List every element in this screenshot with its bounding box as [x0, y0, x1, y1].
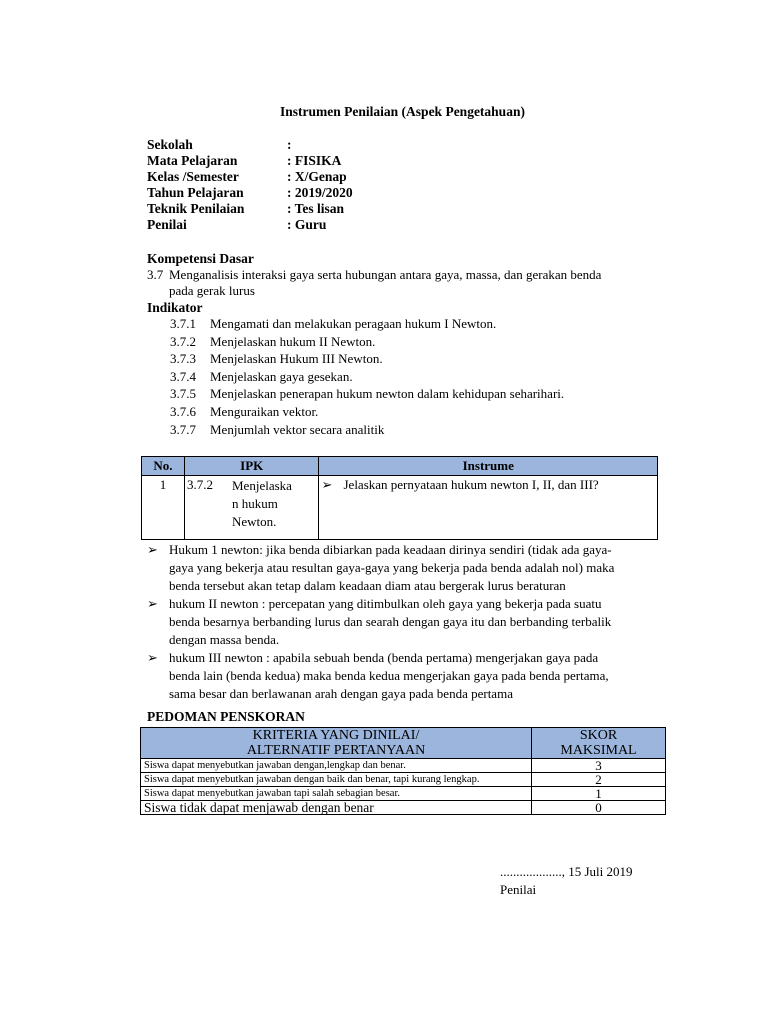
signature-role: Penilai — [500, 882, 537, 897]
ipk-text-line: Newton. — [232, 514, 277, 529]
info-label: Kelas /Semester — [147, 169, 239, 184]
indikator-heading: Indikator — [147, 300, 203, 315]
indikator-num: 3.7.1 — [170, 316, 196, 331]
row-no: 1 — [142, 476, 185, 540]
criteria-cell: Siswa dapat menyebutkan jawaban dengan baik dan benar, tapi kurang lengkap. — [141, 773, 532, 787]
indikator-item — [170, 316, 496, 332]
score-cell: 2 — [532, 773, 666, 787]
indikator-text: Menjelaskan hukum II Newton. — [210, 334, 376, 349]
kompetensi-heading: Kompetensi Dasar — [147, 251, 254, 266]
answer-line: dengan massa benda. — [169, 632, 280, 647]
info-row-sekolah — [147, 137, 292, 153]
header-ipk: IPK — [185, 457, 319, 476]
info-row-tahun — [147, 185, 353, 201]
answer-line: gaya yang bekerja atau resultan gaya-gaya yang bekerja pada benda adalah nol) maka — [169, 560, 615, 575]
indikator-num: 3.7.4 — [170, 369, 196, 384]
score-cell: 3 — [532, 759, 666, 773]
header-criteria-line2: ALTERNATIF PERTANYAAN — [246, 743, 426, 758]
indikator-text: Menjumlah vektor secara analitik — [210, 422, 385, 437]
arrow-bullet-icon: ➢ — [321, 477, 333, 492]
instrument-table — [141, 456, 658, 540]
answer-line: hukum II newton : percepatan yang ditimbulkan oleh gaya yang bekerja pada suatu — [169, 596, 602, 611]
header-criteria — [141, 728, 532, 759]
info-value: : — [287, 137, 292, 152]
criteria-cell: Siswa tidak dapat menjawab dengan benar — [141, 801, 532, 815]
indikator-item — [170, 422, 384, 438]
info-label: Teknik Penilaian — [147, 201, 245, 216]
row-ipk-code: 3.7.2 — [185, 476, 230, 540]
indikator-item — [170, 351, 383, 367]
kompetensi-text — [147, 267, 667, 298]
answer-line: benda tersebut akan tetap dalam keadaan diam atau bergerak lurus beraturan — [169, 578, 566, 593]
indikator-num: 3.7.7 — [170, 422, 196, 437]
pedoman-heading: PEDOMAN PENSKORAN — [147, 709, 305, 724]
info-row-penilai — [147, 217, 326, 233]
info-value: : 2019/2020 — [287, 185, 353, 200]
scoring-table — [140, 727, 666, 815]
indikator-num: 3.7.5 — [170, 386, 196, 401]
list-item — [147, 541, 662, 595]
kompetensi-line1: Menganalisis interaksi gaya serta hubungan antara gaya, massa, dan gerakan benda — [169, 267, 602, 282]
score-cell: 0 — [532, 801, 666, 815]
info-label: Tahun Pelajaran — [147, 185, 244, 200]
table-row — [141, 801, 666, 815]
header-no: No. — [142, 457, 185, 476]
answer-line: hukum III newton : apabila sebuah benda (benda pertama) mengerjakan gaya pada — [169, 650, 599, 665]
answer-line: benda lain (benda kedua) maka benda kedua mengerjakan gaya pada benda pertama, — [169, 668, 609, 683]
kompetensi-line2: pada gerak lurus — [169, 282, 255, 298]
info-row-kelas — [147, 169, 347, 185]
criteria-cell: Siswa dapat menyebutkan jawaban dengan,lengkap dan benar. — [141, 759, 532, 773]
indikator-item — [170, 369, 353, 385]
criteria-cell: Siswa dapat menyebutkan jawaban tapi salah sebagian besar. — [141, 787, 532, 801]
info-value: : X/Genap — [287, 169, 347, 184]
table-row — [141, 759, 666, 773]
ipk-text-line: Menjelaska — [232, 478, 292, 493]
indikator-num: 3.7.6 — [170, 404, 196, 419]
indikator-text: Menjelaskan Hukum III Newton. — [210, 351, 383, 366]
list-item — [147, 595, 662, 649]
answer-line: Hukum 1 newton: jika benda dibiarkan pada keadaan dirinya sendiri (tidak ada gaya- — [169, 542, 612, 557]
header-score — [532, 728, 666, 759]
table-row — [142, 476, 658, 540]
indikator-text: Menguraikan vektor. — [210, 404, 319, 419]
ipk-text-line: n hukum — [232, 496, 278, 511]
score-cell: 1 — [532, 787, 666, 801]
document-title: Instrumen Penilaian (Aspek Pengetahuan) — [280, 104, 525, 119]
info-row-teknik — [147, 201, 344, 217]
info-label: Sekolah — [147, 137, 193, 152]
instrumen-question: Jelaskan pernyataan hukum newton I, II, dan III? — [343, 477, 599, 492]
indikator-item — [170, 334, 375, 350]
indikator-num: 3.7.3 — [170, 351, 196, 366]
arrow-bullet-icon: ➢ — [147, 596, 158, 611]
row-instrumen — [319, 476, 658, 540]
answer-line: benda besarnya berbanding lurus dan searah dengan gaya itu dan berbanding terbalik — [169, 614, 612, 629]
scoring-table-header — [141, 728, 666, 759]
indikator-item — [170, 404, 318, 420]
list-item — [147, 649, 662, 703]
answer-line: sama besar dan berlawanan arah dengan gaya pada benda pertama — [169, 686, 513, 701]
row-ipk-text — [229, 476, 319, 540]
signature-date: ..................., 15 Juli 2019 — [500, 864, 633, 879]
answer-list — [147, 541, 662, 703]
header-criteria-line1: KRITERIA YANG DINILAI/ — [252, 728, 420, 743]
indikator-text: Mengamati dan melakukan peragaan hukum I Newton. — [210, 316, 497, 331]
info-value: : Tes lisan — [287, 201, 345, 216]
header-instrumen: Instrume — [319, 457, 658, 476]
arrow-bullet-icon: ➢ — [147, 650, 158, 665]
indikator-text: Menjelaskan penerapan hukum newton dalam kehidupan seharihari. — [210, 386, 565, 401]
info-value: : Guru — [287, 217, 327, 232]
instrument-table-header — [142, 457, 658, 476]
kompetensi-number: 3.7 — [147, 267, 164, 282]
info-row-mata-pelajaran — [147, 153, 341, 169]
indikator-item — [170, 386, 564, 402]
info-label: Mata Pelajaran — [147, 153, 238, 168]
info-label: Penilai — [147, 217, 187, 232]
indikator-num: 3.7.2 — [170, 334, 196, 349]
table-row — [141, 773, 666, 787]
table-row — [141, 787, 666, 801]
indikator-text: Menjelaskan gaya gesekan. — [210, 369, 353, 384]
arrow-bullet-icon: ➢ — [147, 542, 158, 557]
header-score-line2: MAKSIMAL — [560, 743, 637, 758]
info-value: : FISIKA — [287, 153, 342, 168]
header-score-line1: SKOR — [579, 728, 618, 743]
